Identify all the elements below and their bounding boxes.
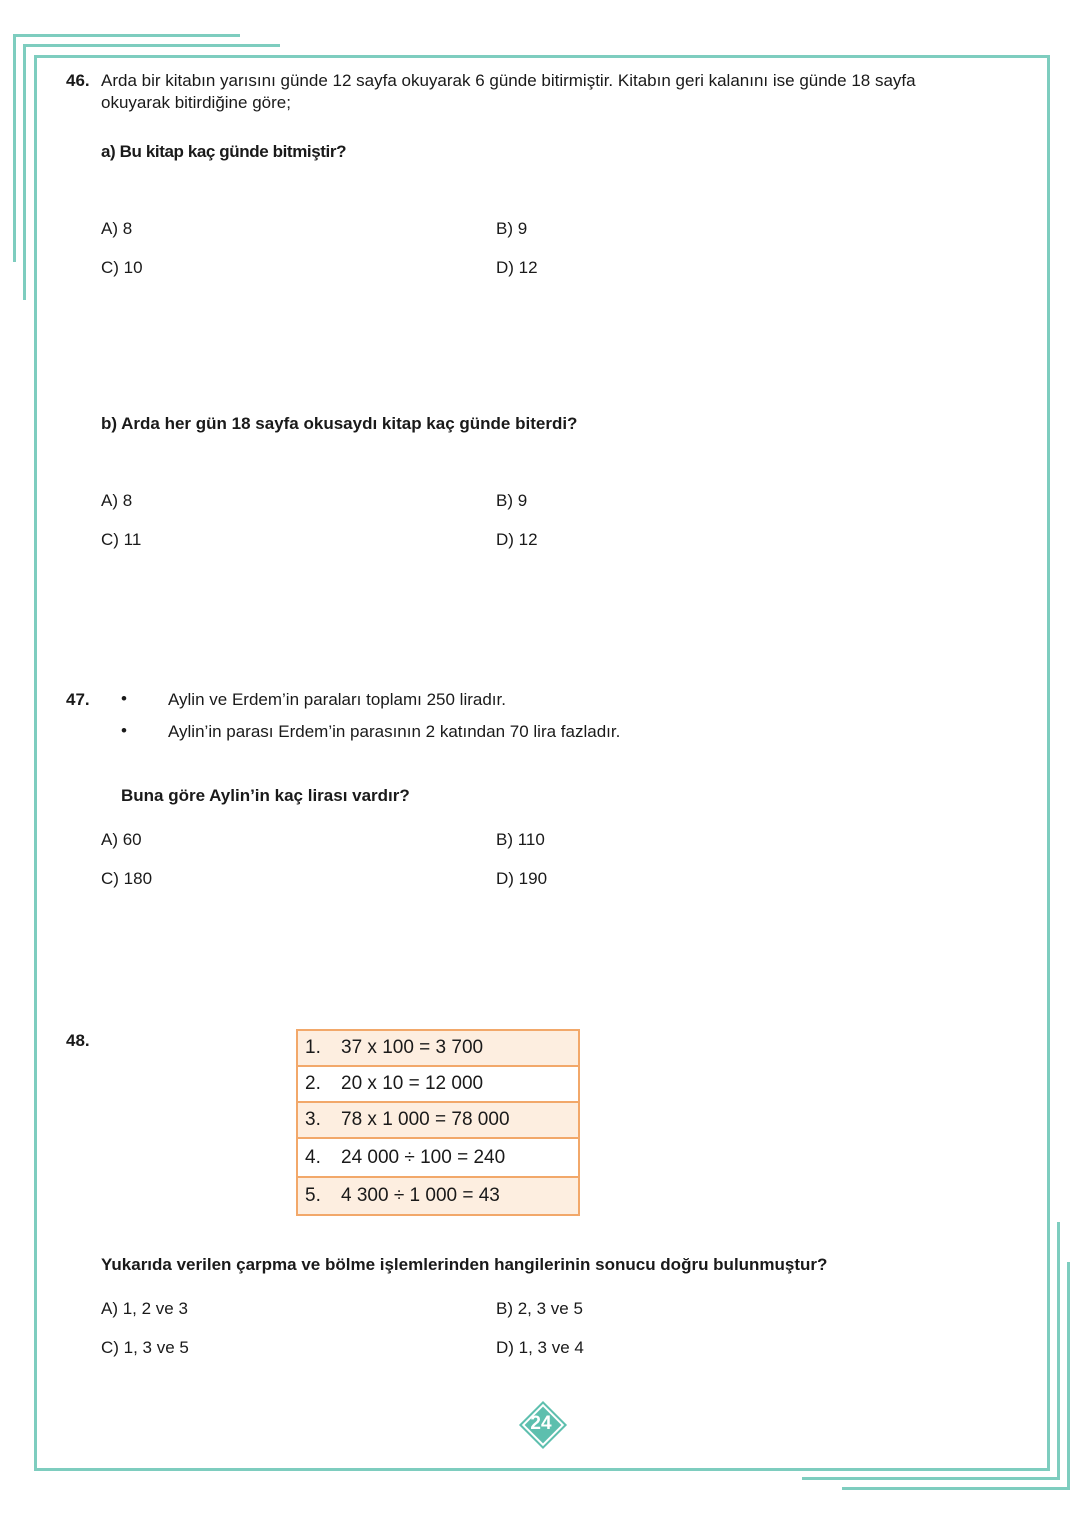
bullet-icon: • bbox=[121, 689, 127, 708]
bullet-text: Aylin’in parası Erdem’in parasının 2 katından 70 lira fazladır. bbox=[168, 722, 621, 741]
option-d[interactable]: D) 12 bbox=[496, 258, 538, 277]
row-number: 4. bbox=[305, 1146, 321, 1168]
row-number: 2. bbox=[305, 1073, 321, 1094]
option-a[interactable]: A) 60 bbox=[101, 830, 142, 849]
row-expression: 78 x 1 000 = 78 000 bbox=[341, 1109, 510, 1130]
frame-line bbox=[1057, 1222, 1060, 1480]
option-b[interactable]: B) 110 bbox=[496, 830, 545, 849]
frame-line bbox=[23, 44, 26, 300]
question-text: okuyarak bitirdiğine göre; bbox=[101, 93, 291, 112]
bullet-icon: • bbox=[121, 721, 127, 740]
option-a[interactable]: A) 8 bbox=[101, 219, 133, 238]
option-a[interactable]: A) 1, 2 ve 3 bbox=[101, 1299, 188, 1318]
option-b[interactable]: B) 9 bbox=[496, 491, 528, 510]
option-c[interactable]: C) 10 bbox=[101, 258, 143, 277]
row-expression: 4 300 ÷ 1 000 = 43 bbox=[341, 1185, 500, 1206]
bullet-text: Aylin ve Erdem’in paraları toplamı 250 liradır. bbox=[168, 690, 506, 709]
option-d[interactable]: D) 190 bbox=[496, 869, 548, 888]
subquestion-b: b) Arda her gün 18 sayfa okusaydı kitap kaç günde biterdi? bbox=[101, 414, 578, 433]
operations-table bbox=[296, 1029, 580, 1216]
row-expression: 24 000 ÷ 100 = 240 bbox=[341, 1146, 506, 1168]
option-c[interactable]: C) 1, 3 ve 5 bbox=[101, 1338, 189, 1357]
frame-line bbox=[23, 44, 280, 47]
subquestion-a: a) Bu kitap kaç günde bitmiştir? bbox=[101, 142, 347, 161]
page-number-badge bbox=[523, 1405, 559, 1441]
frame-line bbox=[1067, 1262, 1070, 1490]
question-text: Yukarıda verilen çarpma ve bölme işlemlerinden hangilerinin sonucu doğru bulunmuştur? bbox=[101, 1255, 828, 1274]
table-row bbox=[297, 1177, 579, 1215]
question-number: 47. bbox=[66, 690, 90, 709]
option-d[interactable]: D) 1, 3 ve 4 bbox=[496, 1338, 584, 1357]
option-d[interactable]: D) 12 bbox=[496, 530, 538, 549]
question-number: 46. bbox=[66, 71, 90, 90]
option-b[interactable]: B) 2, 3 ve 5 bbox=[496, 1299, 583, 1318]
row-number: 5. bbox=[305, 1185, 321, 1206]
table-row bbox=[297, 1030, 579, 1066]
frame-line bbox=[802, 1477, 1060, 1480]
option-b[interactable]: B) 9 bbox=[496, 219, 528, 238]
table-row bbox=[297, 1102, 579, 1138]
row-number: 1. bbox=[305, 1037, 321, 1058]
question-text: Buna göre Aylin’in kaç lirası vardır? bbox=[121, 786, 410, 805]
row-number: 3. bbox=[305, 1109, 321, 1130]
question-text: Arda bir kitabın yarısını günde 12 sayfa okuyarak 6 günde bitirmiştir. Kitabın geri kalanını ise günde 18 sayfa bbox=[101, 71, 916, 90]
frame-line bbox=[13, 34, 240, 37]
frame-line bbox=[13, 34, 16, 262]
table-row bbox=[297, 1066, 579, 1102]
option-c[interactable]: C) 180 bbox=[101, 869, 153, 888]
row-expression: 20 x 10 = 12 000 bbox=[341, 1073, 484, 1094]
page-number: 24 bbox=[530, 1413, 552, 1434]
option-c[interactable]: C) 11 bbox=[101, 530, 142, 549]
row-expression: 37 x 100 = 3 700 bbox=[341, 1037, 484, 1058]
table-row bbox=[297, 1138, 579, 1177]
option-a[interactable]: A) 8 bbox=[101, 491, 133, 510]
frame-line bbox=[842, 1487, 1070, 1490]
question-number: 48. bbox=[66, 1031, 90, 1050]
